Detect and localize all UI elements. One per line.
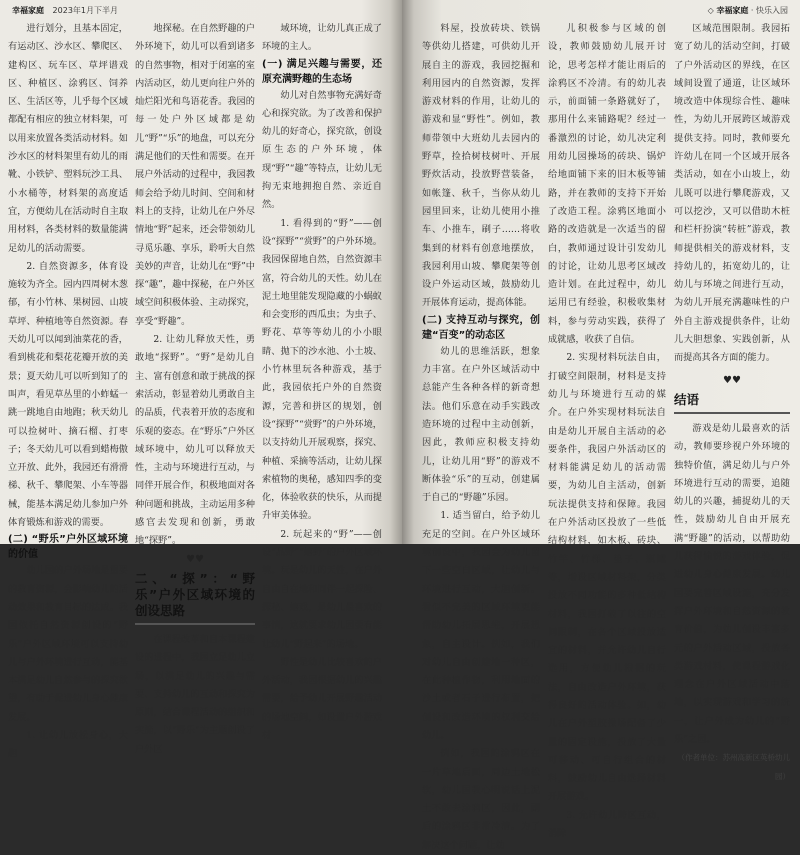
right-column-1 [422, 20, 540, 851]
paragraph: 幼儿对自然事物充满好奇心和探究欲。为了改善和保护幼儿的好奇心，探究欲，创设原生态的户外环境，体现“野”“趣”等特点，让幼儿无拘无束地拥抱自然、亲近自然。 [262, 89, 382, 211]
heading-rule [135, 623, 255, 625]
right-page [402, 0, 800, 851]
paragraph: 2. 自然资源多，体育设施较为齐全。园内四周树木葱郁，有小竹林、果树园、山坡草坪、种植地等自然资源。春天幼儿可以闻到油菜花的香，看到桃花和梨花花瓣开放的美景；夏天幼儿可以听到知了的叫声，看见草丛里的小蚱蜢一跳一跳地自由地跑；秋天幼儿可以捡树叶、摘石榴、打枣子；冬天幼儿可以看到蜡梅傲立开放、此外，我园还有滑滑梯、秋千、攀爬架、小车等器械，能基本满足幼儿参加户外体育锻炼和游戏的需要。 [8, 260, 128, 529]
paragraph: 野性是幼儿比较喜欢的户外活动，我园根据幼儿的兴趣需要，给予幼儿开展野趣活动的场地空间，如设置户外游戏材 [262, 656, 382, 741]
left-page-header [12, 5, 118, 16]
paragraph: 地探秘。在自然野趣的户外环境下，幼儿可以看到诸多的自然事物，相对于闭塞的室内活动区，幼儿更向往户外的灿烂阳光和鸟语花香。我园的每一处户外区域都是幼儿“野”“乐”的地盘，可以充分满足他们的天性和需要。在开展户外活动的过程中，我园教师会给予幼儿时间、空间和材料上的支持，让幼儿在户外尽情地“野”起来，还会带领幼儿寻觅乐趣、享乐，聆听大自然美妙的声音，让幼儿在“野”中探“趣”，趣中探秘，在户外区域空间积极体验、主动探究，享受“野趣”。 [135, 23, 255, 327]
paragraph: 区域范围限制。我园拓宽了幼儿的活动空间，打破了户外活动区的界线，在区域间设置了通道，让区域环境改造中体现综合性、趣味性，为幼儿开展跨区域游戏提供支持。同时，教师要允许幼儿在同一个区域开展各类活动，如在小山坡上，幼儿既可以进行攀爬游戏，又可以挖沙，又可以借助木桩和栏杆扮演“转桩”游戏，教师提供相关的游戏材料，支持幼儿的，拓宽幼儿的，让幼儿与环境之间进行互动，为幼儿开展充满趣味性的户外自主游戏提供条件，让幼儿大胆想象、实践创新，从而提高其各方面的能力。 [674, 23, 790, 364]
heading-rule [674, 412, 790, 414]
diamond-icon: ◇ [707, 6, 714, 15]
left-column-3 [262, 20, 382, 741]
paragraph: 幼儿的思维活跃，想象力丰富。在户外区域活动中总能产生各种各样的新奇想法。他们乐意在动手实践改造环境的过程中主动创新，因此，教师应积极支持幼儿，让幼儿用“野”的游戏不断体验“乐”的互动，创建属于自己的“野趣”乐园。 [422, 345, 540, 504]
paragraph: 2. 玩起来的“野”——创设“品野”“嬉野”的户外区域环境。玩是幼儿的天性，在户外自由自在地和同伴一起探险、探秘、嬉戏，是幼儿最喜欢的事情，这就要求幼儿园要有能让幼儿“野起来”的场地。 [262, 528, 382, 650]
heart-ornament-icon: ♥♥ [186, 553, 204, 565]
paragraph: 2. 让幼儿释放天性，勇敢地“探野”。“野”是幼儿自主、富有创意和敢于挑战的探索活动，彰显着幼儿勇敢自主的品质，代表着开放的态度和乐观的姿态。在“野乐”户外区域环境中，幼儿可以释放天性，主动与环境进行互动，与同伴开展合作，积极地面对各种问题和挑战，主动运用多种感官去发现和创新，勇敢地“探野”。 [135, 334, 255, 547]
paragraph: 2. 实现材料玩法自由，打破空间限制，材料是支持幼儿与环境进行互动的媒介。在户外实现材料玩法自由是幼儿开展自主活动的必要条件，我园户外活动区的材料能满足幼儿的活动需要，为幼儿自主活动，创新玩法提供支持和保障。我园在户外活动区投放了一些低结构材料，如木板、砖块、竹竿、竹梯、垫子、瓶罐等，增设区域材料架，分类投放不同功能的多种低结构材料，我园打破了以往的空间限制，在各个区域投放适宜的材料，并允许幼儿自行选用，方便幼儿根据的玩法，自由改造户外环境，获得良好的活动体验。如，幼儿在户外塑胶操场配备了少量的固定设施，投放了大量可移动、可自行组合的材料，鼓励幼儿自由选择材料开展游戏。 [548, 352, 666, 803]
paragraph: 3. 允许幼儿跨区互动，消除 [548, 809, 666, 840]
paragraph: 1. 适当留白，给予幼儿充足的空间。在户外区域环境创设中，我园会为幼儿留下一些空白区域，让幼儿与环境进行互动，大胆创新。看似不完美的区域环境更能帮助幼儿拓展思维，开展想象，自主设计。例如，我们对幼儿自由创建地一种区，在此种植作物，利用地面的沙土或者石子进行布置，把创设和改造环境的权利交给幼儿。 [422, 510, 540, 741]
right-page-header: ◇ 幸福家庭 · 快乐入园 [707, 6, 788, 15]
paragraph: 1. 让幼儿放松身心，大胆 [8, 729, 128, 760]
left-page [0, 0, 402, 760]
paragraph: 例如，我园的涂鸦区在一片草地后面，周边土地松软，幼儿国教心明说话上泥土不敢去涂鸦区，因此，副后的涂鸦区非常冷清。为了解决这个问题，让幼 [422, 748, 540, 851]
magazine-name: 幸福家庭 [716, 6, 749, 15]
paragraph: 进行划分，且基本固定，有运动区、沙水区、攀爬区、建构区、玩车区、草坪谱戏区、种植区、涂鸦区、饲养区、生活区等，儿乎每个区域都配有相应的独立材料架，可以用来放置各类活动材料。如沙水区的材料架里有幼儿的雨靴、小铁铲、塑料玩沙工具、小水桶等，材料架的高度适宜，方便幼儿在活动时自主取用材料，各类材料的数量能满足幼儿的活动需要。 [8, 23, 128, 254]
section-subtitle: (二) “野乐”户外区域环境的价值 [8, 534, 128, 561]
section-subtitle: (一) 满足兴趣与需要，还原充满野趣的生态场 [262, 58, 382, 85]
paragraph: 1. 看得到的“野”——创设“探野”“赏野”的户外环境。我园保留地自然，自然资源丰富，符合幼儿的天性。幼儿在泥土地里能发现隐藏的小蜗蚁和会变形的西瓜虫；为虫子、野花、草等等幼儿的小小眼睛、抛下的沙水池、小土坡、小竹林里玩各种游戏，基于此，我园依托户外的自然资源，完善和拼区的规划，创设“探野”“赏野”的户外环境，以支持幼儿开展观察，探究、种植、采摘等活动，让幼儿探索植物的奥秘，感知四季的变化，体验收获的快乐，从而提升审美体验。 [262, 217, 382, 522]
paragraph: 在课程改革和自本课程建设的进程中，我园立足幼儿立场，以满足幼儿的兴趣与需要、支持幼儿的互动和探究为原则，结合课程活动的组织和实施，以“野乐”为主题创设了户外区 [135, 633, 255, 755]
author-affiliation: （作者单位：苏州高新区英桥幼儿园） [677, 753, 790, 781]
paragraph: 料屋，投放砖块、铁锅等供幼儿搭建，可供幼儿开展自主的游戏，我园挖掘和利用园内的自然资源，发挥游戏材料的作用，让幼儿的游戏和显“野性”。例如，教师带领中大班幼儿去园内的野草，捡拾树枝树叶、开展野炊活动，投放野营装备，如帐篷、秋千，当你从幼儿园里回来，让幼儿使用小推车、小推车，刷子……将收集到的材料有创意地摆放，我园利用山坡、攀爬架等创设户外运动区域，鼓励幼儿开展体育运动，提高体能。 [422, 23, 540, 309]
conclusion-heading: 结语 [674, 391, 700, 407]
right-column-2 [548, 20, 666, 840]
section-subtitle: (二) 支持互动与探究，创建“百变”的动态区 [422, 314, 540, 341]
magazine-name: 幸福家庭 [12, 6, 44, 15]
right-column-3 [674, 20, 790, 781]
heart-ornament-icon: ♥♥ [723, 374, 741, 386]
paragraph: 儿积极参与区域的创设，教师鼓励幼儿展开讨论，思考怎样才能让雨后的涂鸦区不冷清。有的幼儿表示，前面铺一条路就好了，那用什么来铺路呢？经过一番激烈的讨论，幼儿决定利用幼儿园操场的砖块、锅炉给地面铺下来的旧木板等铺路，并在教师的支持下开始了改造工程。涂鸦区地面小路的改造就是一次适当的留白，教师通过设计引发幼儿的讨论，让幼儿思考区域改造计划。在此过程中，幼儿运用已有经验，积极收集材料，参与劳动实践，获得了成就感，收获了自信。 [548, 23, 666, 346]
left-column-1 [8, 20, 128, 760]
issue-date: 2023年1月下半月 [52, 6, 118, 15]
left-column-2 [135, 20, 255, 755]
paragraph: 幼儿园的户外场地是重要的教育资源，会影响幼儿的活动效果和教育目标的达成。我园依托自然资源创设的“野乐”户外区域环境可以支持幼儿与户外环境进行互动，能基本满足幼儿自然参与的探究欲望，有助于促进幼儿身心健康发展。 [8, 565, 128, 723]
paragraph: 域环境，让幼儿真正成了环境的主人。 [262, 23, 382, 53]
section-heading: 二、“探”：“野乐”户外区域环境的创设思路 [135, 570, 255, 618]
paragraph: 游戏是幼儿最喜欢的活动，教师要珍视户外环境的独特价值，满足幼儿与户外环境进行互动的需要，追随幼儿的兴趣，捕捉幼儿的天性，鼓励幼儿自由开展充满“野趣”的活动，以帮助幼儿获得愉悦的游戏体验，促进幼儿身心健康发展。幼儿园要完善区域设施，充分发挥户外环境和自然资源的教育价值，为幼儿创设丰富多元的户外活动区域，投放各类游戏材料，使课程游戏化理念在户外区域活动中落地，以实现游戏和学习的统一，让户外成为幼儿的“野乐”之园。 [674, 422, 790, 745]
section-name: 快乐入园 [756, 6, 788, 15]
